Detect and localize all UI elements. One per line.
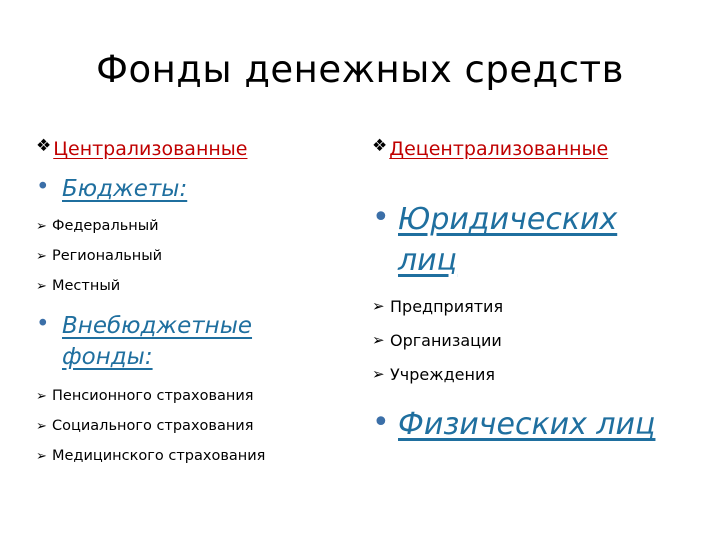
budgets-list: [36, 211, 356, 301]
decentralized-column: [372, 138, 702, 446]
list-item: ➢ Пенсионного страхования: [36, 388, 254, 405]
arrow-right-icon: ➢: [372, 365, 385, 383]
legal-label[interactable]: Юридических лиц: [398, 202, 618, 278]
diamond-icon: ❖: [372, 136, 388, 156]
list-item: ➢ Предприятия: [372, 296, 504, 316]
offbudget-bullet: [36, 311, 356, 373]
budgets-label[interactable]: Бюджеты:: [62, 176, 188, 202]
arrow-right-icon: ➢: [36, 448, 47, 464]
offbudget-list: [36, 381, 356, 471]
list-item: ➢ Организации: [372, 330, 502, 350]
arrow-right-icon: ➢: [372, 297, 385, 315]
list-item: ➢ Местный: [36, 278, 121, 295]
list-item: ➢ Федеральный: [36, 218, 159, 235]
arrow-right-icon: ➢: [36, 218, 47, 234]
bullet-dot-icon: •: [372, 200, 390, 235]
list-item: ➢ Региональный: [36, 248, 163, 265]
arrow-right-icon: ➢: [36, 248, 47, 264]
centralized-column: [36, 138, 356, 471]
bullet-dot-icon: •: [36, 174, 50, 200]
legal-list: [372, 289, 702, 391]
individuals-bullet: [372, 405, 702, 446]
decentralized-header: [372, 138, 702, 160]
individuals-label[interactable]: Физических лиц: [398, 407, 656, 442]
decentralized-header-label: Децентрализованные: [389, 138, 609, 160]
legal-bullet: [372, 200, 702, 281]
centralized-header: [36, 138, 356, 160]
offbudget-label[interactable]: Внебюджетные фонды:: [62, 313, 253, 371]
arrow-right-icon: ➢: [372, 331, 385, 349]
diamond-icon: ❖: [36, 136, 52, 156]
slide-title: Фонды денежных средств: [96, 48, 624, 91]
list-item: ➢ Социального страхования: [36, 418, 254, 435]
bullet-dot-icon: •: [372, 405, 390, 440]
budgets-bullet: [36, 174, 356, 205]
arrow-right-icon: ➢: [36, 418, 47, 434]
list-item: ➢ Медицинского страхования: [36, 448, 266, 465]
arrow-right-icon: ➢: [36, 388, 47, 404]
centralized-header-label: Централизованные: [53, 138, 248, 160]
arrow-right-icon: ➢: [36, 278, 47, 294]
list-item: ➢ Учреждения: [372, 364, 496, 384]
bullet-dot-icon: •: [36, 311, 50, 338]
